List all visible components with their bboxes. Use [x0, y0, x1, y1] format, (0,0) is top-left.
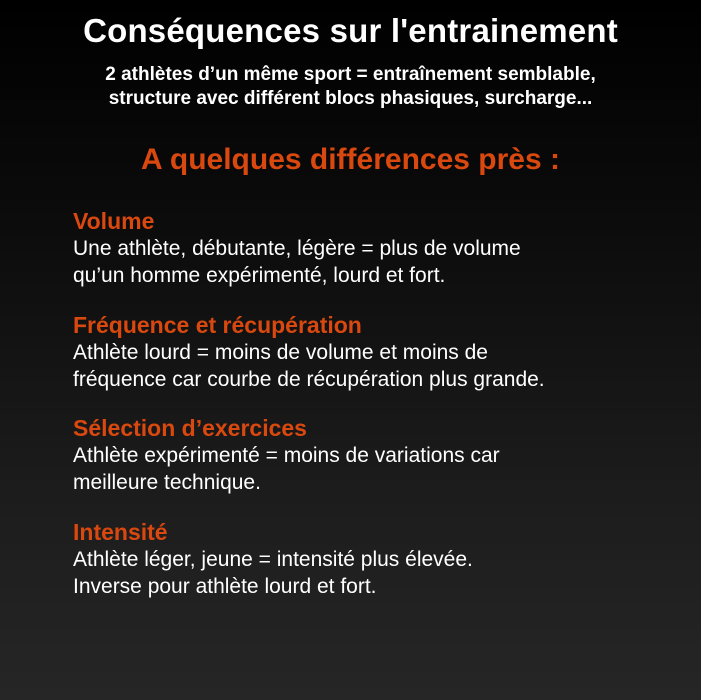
- section-body: [73, 442, 683, 496]
- section-title: Sélection d’exercices: [73, 415, 307, 441]
- subtitle-line: structure avec différent blocs phasiques, surcharge...: [108, 88, 593, 109]
- section-intensite: [73, 518, 683, 600]
- slide-subtitle: [0, 63, 701, 111]
- body-line: Une athlète, débutante, légère = plus de volume: [73, 237, 521, 260]
- section-body: [73, 235, 683, 289]
- body-line: Athlète léger, jeune = intensité plus élevée.: [73, 548, 473, 571]
- body-line: Athlète lourd = moins de volume et moins de: [73, 341, 488, 364]
- body-line: qu’un homme expérimenté, lourd et fort.: [73, 264, 446, 287]
- section-body: [73, 339, 683, 393]
- subtitle-line: 2 athlètes d’un même sport = entraînement semblable,: [105, 64, 596, 85]
- body-line: meilleure technique.: [73, 471, 261, 494]
- section-selection: [73, 414, 683, 496]
- section-volume: [73, 207, 683, 289]
- body-line: fréquence car courbe de récupération plus grande.: [73, 368, 545, 391]
- section-title: Fréquence et récupération: [73, 312, 362, 338]
- section-heading: A quelques différences près :: [140, 143, 560, 176]
- section-title: Volume: [73, 208, 155, 234]
- section-frequence: [73, 311, 683, 393]
- section-title: Intensité: [73, 519, 168, 545]
- slide-title: Conséquences sur l'entrainement: [83, 12, 618, 49]
- body-line: Athlète expérimenté = moins de variations car: [73, 444, 500, 467]
- section-body: [73, 546, 683, 600]
- body-line: Inverse pour athlète lourd et fort.: [73, 575, 377, 598]
